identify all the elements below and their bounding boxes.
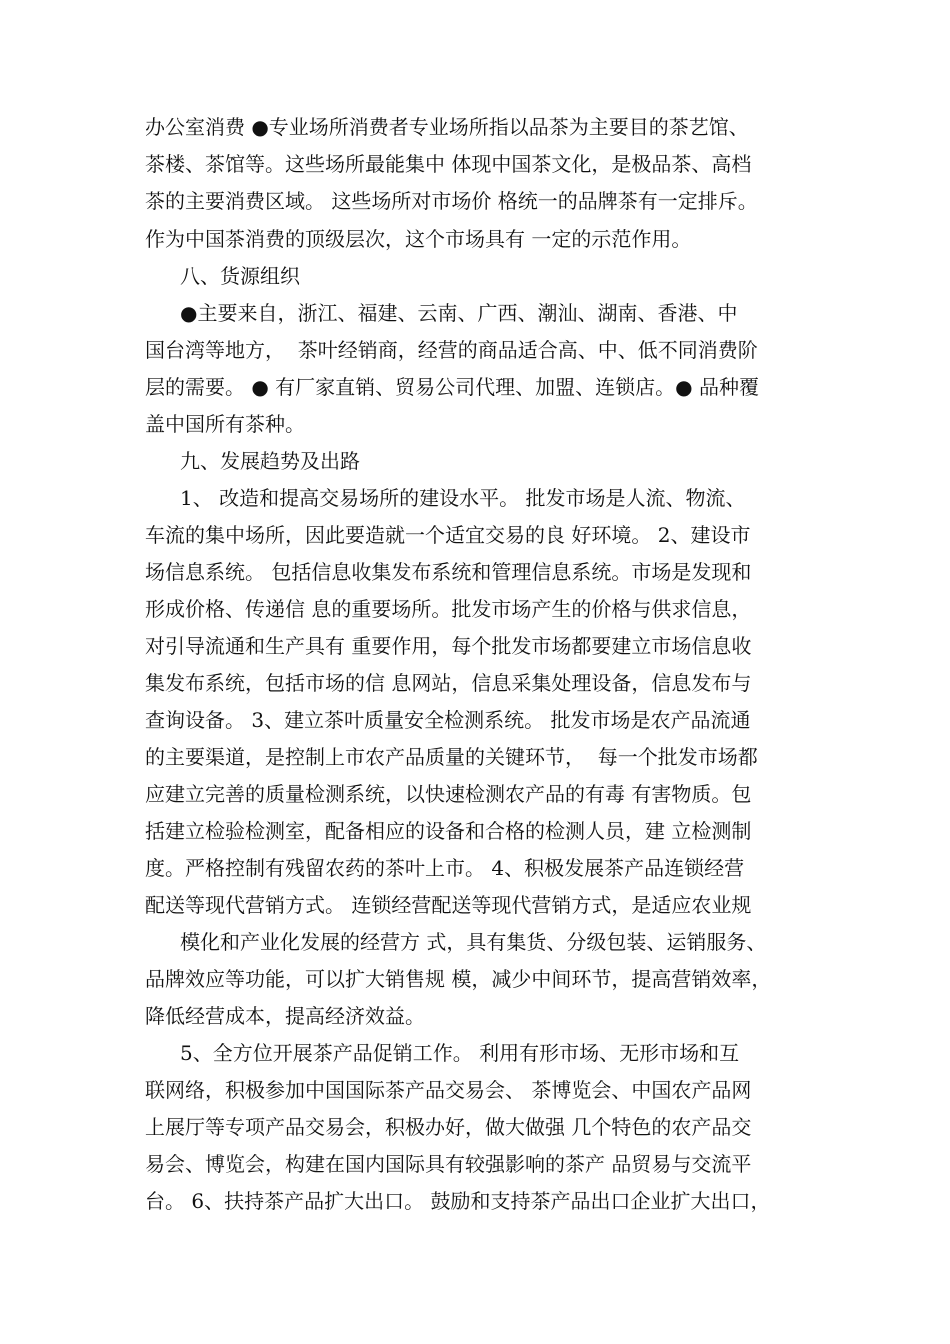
text-line: 度。严格控制有残留农药的茶叶上市。 4、积极发展茶产品连锁经营 [145,856,745,880]
text-line: 模化和产业化发展的经营方 式，具有集货、分级包装、运销服务、 [180,930,767,954]
text-line: 国台湾等地方， 茶叶经销商，经营的商品适合高、中、低不同消费阶 [145,338,758,362]
text-line: 应建立完善的质量检测系统，以快速检测农产品的有毒 有害物质。包 [145,782,752,806]
section-heading: 八、货源组织 [180,264,300,288]
text-line: 的主要渠道，是控制上市农产品质量的关键环节， 每一个批发市场都 [145,745,758,769]
text-line: 降低经营成本，提高经济效益。 [145,1004,425,1028]
text-line: 盖中国所有茶种。 [145,412,305,436]
text-line: ●主要来自，浙江、福建、云南、广西、潮汕、湖南、香港、中 [180,301,738,325]
text-line: 易会、博览会，构建在国内国际具有较强影响的茶产 品贸易与交流平 [145,1152,752,1176]
text-line: 1、 改造和提高交易场所的建设水平。 批发市场是人流、物流、 [180,486,746,510]
text-line: 办公室消费 ●专业场所消费者专业场所指以品茶为主要目的茶艺馆、 [145,115,749,139]
text-line: 车流的集中场所，因此要造就一个适宜交易的良 好环境。 2、建设市 [145,523,751,547]
text-line: 配送等现代营销方式。 连锁经营配送等现代营销方式，是适应农业规 [145,893,752,917]
text-line: 场信息系统。 包括信息收集发布系统和管理信息系统。市场是发现和 [145,560,752,584]
text-line: 查询设备。 3、建立茶叶质量安全检测系统。 批发市场是农产品流通 [145,708,751,732]
text-line: 层的需要。 ● 有厂家直销、贸易公司代理、加盟、连锁店。● 品种覆 [145,375,759,399]
text-line: 形成价格、传递信 息的重要场所。批发市场产生的价格与供求信息， [145,597,752,621]
text-line: 联网络，积极参加中国国际茶产品交易会、 茶博览会、中国农产品网 [145,1078,752,1102]
text-line: 上展厅等专项产品交易会，积极办好，做大做强 几个特色的农产品交 [145,1115,752,1139]
text-line: 茶的主要消费区域。 这些场所对市场价 格统一的品牌茶有一定排斥。 [145,189,758,213]
text-line: 对引导流通和生产具有 重要作用，每个批发市场都要建立市场信息收 [145,634,752,658]
text-line: 括建立检验检测室，配备相应的设备和合格的检测人员，建 立检测制 [145,819,752,843]
text-line: 台。 6、扶持茶产品扩大出口。 鼓励和支持茶产品出口企业扩大出口， [145,1189,771,1213]
section-heading: 九、发展趋势及出路 [180,449,360,473]
text-line: 茶楼、茶馆等。这些场所最能集中 体现中国茶文化，是极品茶、高档 [145,152,752,176]
text-line: 作为中国茶消费的顶级层次，这个市场具有 一定的示范作用。 [145,227,692,251]
text-line: 品牌效应等功能，可以扩大销售规 模，减少中间环节，提高营销效率， [145,967,772,991]
text-line: 5、全方位开展茶产品促销工作。 利用有形市场、无形市场和互 [180,1041,740,1065]
text-line: 集发布系统，包括市场的信 息网站，信息采集处理设备，信息发布与 [145,671,752,695]
